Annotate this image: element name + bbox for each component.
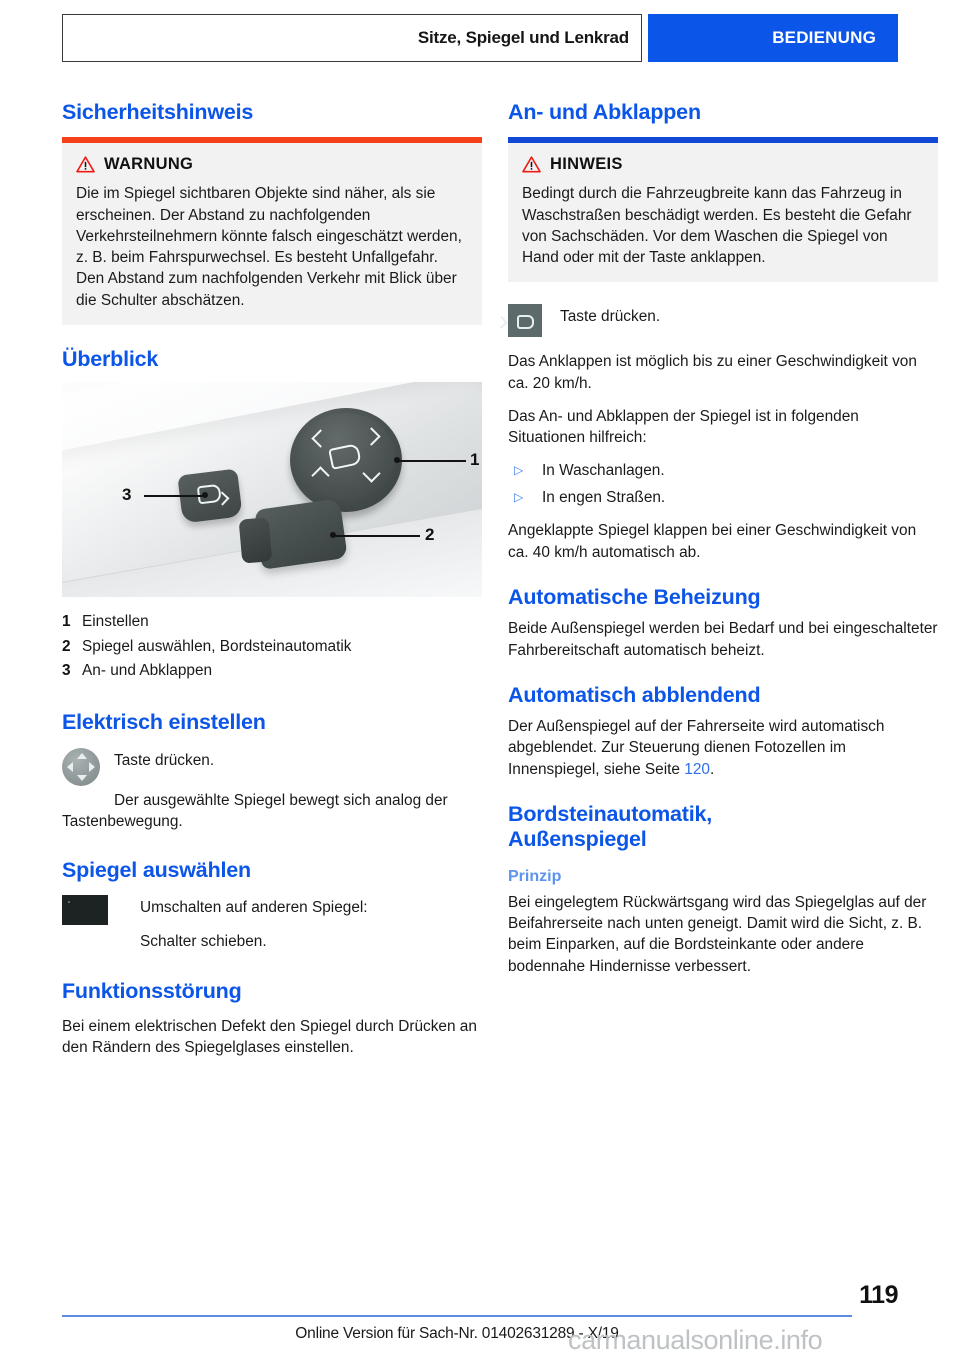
pad-arrow-left (67, 762, 73, 772)
fold-icon-arrow-glyph (495, 317, 508, 330)
folding-situations-list (508, 460, 938, 508)
legend-item (62, 611, 482, 633)
dimming-text-after: . (709, 760, 715, 778)
fold-button-icon-text: Taste drücken. (560, 308, 661, 326)
heating-text: Beide Außenspiegel werden bei Bedarf und bei eingeschalteter Fahrbereitschaft automatisch beheizt. (508, 620, 938, 659)
callout-label-1: 1 (470, 450, 480, 470)
fold-button-icon-row (508, 304, 938, 337)
pad-arrow-down (77, 775, 87, 781)
page-header (62, 14, 898, 62)
dimming-text (508, 716, 938, 780)
folding-para-2: Das An- und Abklappen der Spiegel ist in folgenden Situationen hilfreich: (508, 407, 859, 447)
select-mirror-line1: Umschalten auf anderen Spiegel: (140, 899, 368, 917)
hint-label: HINWEIS (550, 155, 623, 174)
select-mirror-line2: Schalter schieben. (140, 933, 267, 951)
legend-label: Spiegel auswählen, Bordsteinautomatik (82, 637, 352, 655)
subheading-prinzip: Prinzip (508, 867, 562, 885)
mirror-rocker-switch-icon (62, 895, 108, 925)
dimming-text-before: Der Außenspiegel auf der Fahrerseite wird automatisch abgeblendet. Zur Steuerung dienen Fotozellen im Innenspiegel, siehe Seite (508, 718, 885, 778)
legend-number: 1 (62, 613, 71, 631)
callout-label-3: 3 (122, 485, 132, 505)
bullet-triangle-icon: ▷ (514, 489, 524, 504)
malfunction-text: Bei einem elektrischen Defekt den Spiegel durch Drücken an den Rändern des Spiegelglases einstellen. (62, 1018, 477, 1057)
list-item (508, 487, 938, 509)
page-number: 119 (859, 1281, 898, 1309)
watermark: carmanualsonline.info (568, 1325, 823, 1355)
direction-pad-icon (62, 748, 100, 786)
electric-adjust-text: Der ausgewählte Spiegel bewegt sich analog der Tastenbewegung. (62, 791, 448, 830)
pad-arrow-right (89, 762, 95, 772)
electric-adjust-icon-text: Taste drücken. (114, 751, 215, 769)
header-section-title: BEDIENUNG (772, 28, 876, 47)
header-section-tab (648, 14, 898, 62)
fold-icon-mirror-glyph (517, 315, 534, 329)
kerb-text: Bei eingelegtem Rückwärtsgang wird das Spiegelglas auf der Beifahrerseite nach unten geneigt. Damit wird die Sicht, z. B. beim Einparken, auf die Bordsteinkante oder andere bodennahe Hindernisse verbessert. (508, 893, 927, 975)
footer-rule (62, 1315, 852, 1317)
folding-para-3: Angeklappte Spiegel klappen bei einer Geschwindigkeit von ca. 40 km/h automatisch ab. (508, 522, 917, 561)
heading-automatisch-abblendend: Automatisch abblendend (508, 682, 761, 707)
mirror-rocker-icon-wrap (62, 895, 140, 925)
electric-adjust-icon-row (62, 748, 482, 786)
left-column (62, 100, 482, 1059)
heading-spiegel-auswaehlen: Spiegel auswählen (62, 858, 251, 883)
warning-text: Die im Spiegel sichtbaren Objekte sind näher, als sie erscheinen. Der Abstand zu nachfolgenden Verkehrsteilnehmern könnte falsch eingeschätzt werden, z. B. beim Fahrspurwechsel. Es besteht Unfallgefahr. Den Abstand zum nachfolgenden Verkehr mit Blick über die Schulter abschätzen. (76, 185, 462, 309)
warning-label: WARNUNG (104, 155, 194, 174)
hint-text: Bedingt durch die Fahrzeugbreite kann das Fahrzeug in Waschstraßen beschädigt werden. Es besteht die Gefahr von Sachschäden. Vor dem Waschen die Spiegel von Hand oder mit der Taste anklappen. (522, 185, 912, 267)
dial-mirror-glyph (328, 443, 362, 470)
overview-illustration (62, 382, 482, 597)
legend-number: 3 (62, 661, 71, 679)
heading-automatische-beheizung: Automatische Beheizung (508, 584, 761, 609)
warning-box-title (76, 155, 468, 174)
dial-arrow-down-right (362, 465, 380, 483)
page-cross-reference[interactable]: 120 (684, 760, 710, 778)
legend-item (62, 636, 482, 658)
warning-triangle-icon (522, 156, 541, 173)
right-column (508, 100, 938, 977)
pad-arrow-up (77, 753, 87, 759)
legend-number: 2 (62, 637, 71, 655)
heading-elektrisch-einstellen: Elektrisch einstellen (62, 710, 266, 735)
legend-item (62, 660, 482, 682)
footer-online-version: Online Version für Sach-Nr. 01402631289 - X/19 (295, 1325, 619, 1342)
dial-arrow-up-right (362, 428, 380, 446)
heading-bordsteinautomatik-line1: Bordsteinautomatik, (508, 801, 713, 826)
callout-leader-1 (398, 460, 466, 462)
legend-label: An- und Abklappen (82, 661, 213, 679)
dial-arrow-up-left (311, 430, 329, 448)
overview-legend (62, 611, 482, 682)
header-chapter-box (62, 14, 642, 62)
dial-arrow-down-left (311, 467, 329, 485)
heading-bordsteinautomatik (508, 802, 938, 853)
list-item-label: In Waschanlagen. (542, 462, 665, 480)
list-item-label: In engen Straßen. (542, 488, 666, 506)
bullet-triangle-icon: ▷ (514, 463, 524, 478)
legend-label: Einstellen (82, 613, 149, 631)
hint-box (508, 137, 938, 282)
callout-label-2: 2 (425, 525, 435, 545)
fold-button-icon (508, 304, 542, 337)
warning-triangle-icon (76, 156, 95, 173)
heading-sicherheitshinweis: Sicherheitshinweis (62, 100, 254, 124)
heading-funktionsstoerung: Funktionsstörung (62, 978, 242, 1003)
fold-button-icon-wrap (508, 304, 560, 337)
folding-para-1: Das Anklappen ist möglich bis zu einer Geschwindigkeit von ca. 20 km/h. (508, 353, 917, 392)
heading-bordsteinautomatik-line2: Außenspiegel (508, 827, 647, 852)
mirror-adjust-dial (290, 408, 402, 512)
warning-box (62, 137, 482, 325)
callout-leader-3 (144, 495, 206, 497)
list-item (508, 460, 938, 482)
header-chapter-title: Sitze, Spiegel und Lenkrad (417, 28, 629, 47)
direction-pad-icon-wrap (62, 748, 114, 786)
heading-an-und-abklappen: An- und Abklappen (508, 100, 701, 124)
hint-box-title (522, 155, 924, 174)
heading-ueberblick: Überblick (62, 346, 159, 371)
callout-leader-2 (334, 535, 420, 537)
select-mirror-icon-row (62, 895, 482, 925)
